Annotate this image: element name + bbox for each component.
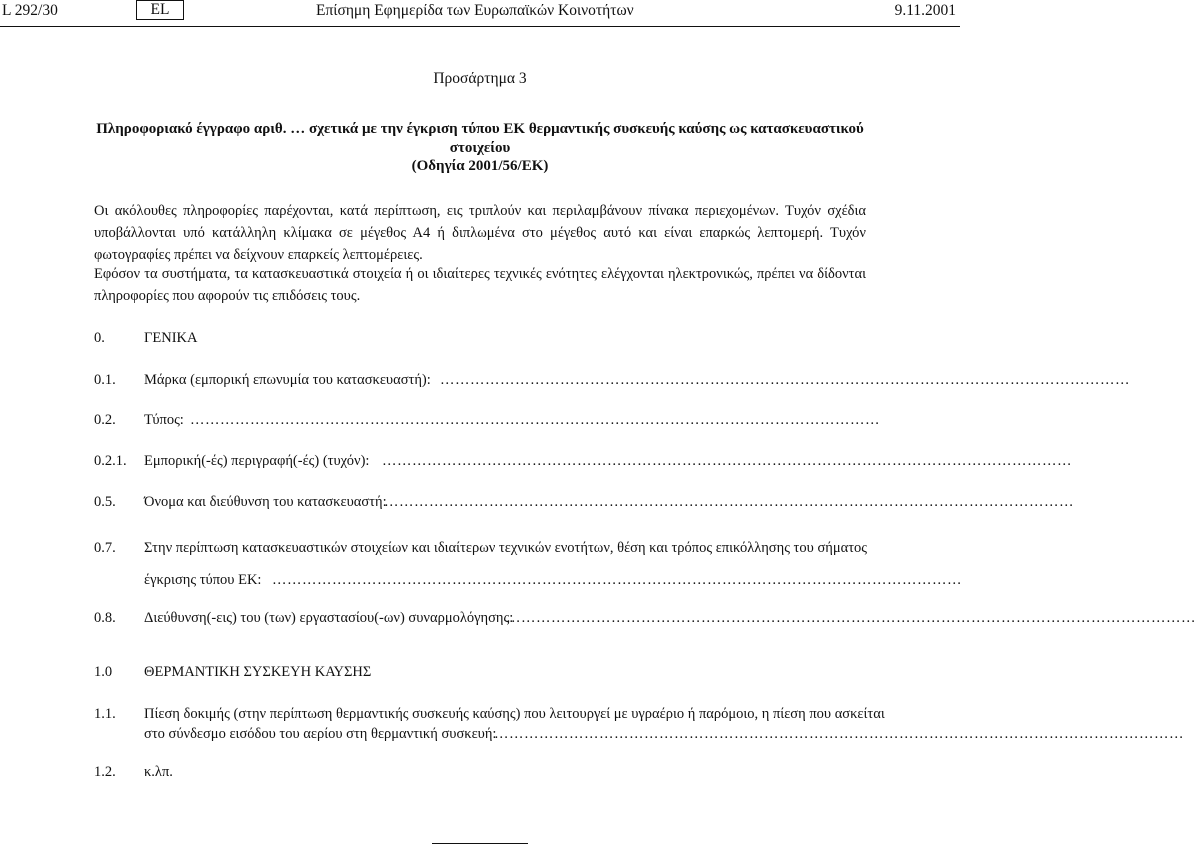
page-header	[0, 0, 960, 26]
item-label: Διεύθυνση(-εις) του (των) εργαστασίου(-ων) συναρμολόγησης:	[144, 610, 514, 626]
journal-title: Επίσημη Εφημερίδα των Ευρωπαϊκών Κοινοτήτων	[316, 2, 634, 19]
electronic-systems-paragraph: Εφόσον τα συστήματα, τα κατασκευαστικά στοιχεία ή οι ιδιαίτερες τεχνικές ενότητες ελέγχονται ηλεκτρονικώς, πρέπει να δίδονται πληροφορίες που αφορούν τις επιδόσεις τους.	[94, 266, 866, 304]
item-number: 1.2.	[94, 764, 116, 780]
item-number: 0.2.	[94, 412, 116, 428]
document-title-line2: στοιχείου	[449, 140, 511, 156]
item-number: 0.7.	[94, 540, 116, 556]
item-label: Τύπος:	[144, 412, 184, 428]
item-number: 0.8.	[94, 610, 116, 626]
item-number: 0.1.	[94, 372, 116, 388]
type-fill-line[interactable]: …………………………………………………………………………………………………………………………	[190, 412, 880, 428]
item-label: Όνομα και διεύθυνση του κατασκευαστή:	[144, 494, 387, 510]
item-label: κ.λπ.	[144, 764, 173, 780]
appendix-heading: Προσάρτημα 3	[433, 70, 527, 87]
page-number: L 292/30	[2, 2, 58, 19]
item-label-continued: στο σύνδεσμο εισόδου του αερίου στη θερμαντική συσκευή:	[144, 726, 497, 742]
document-title-line1: Πληροφοριακό έγγραφο αριθ. … σχετικά με την έγκριση τύπου ΕΚ θερμαντικής συσκευής καύσης ως κατασκευαστικού	[96, 121, 864, 137]
item-number: 1.1.	[94, 706, 116, 722]
item-label: Εμπορική(-ές) περιγραφή(-ές) (τυχόν):	[144, 453, 370, 469]
item-label: ΘΕΡΜΑΝΤΙΚΗ ΣΥΣΚΕΥΗ ΚΑΥΣΗΣ	[144, 664, 372, 680]
header-rule	[0, 26, 960, 27]
item-approval-mark-continued	[144, 572, 261, 589]
document-title-line3: (Οδηγία 2001/56/ΕΚ)	[411, 158, 549, 174]
item-number: 0.	[94, 330, 105, 346]
item-label: Στην περίπτωση κατασκευαστικών στοιχείων και ιδιαίτερων τεχνικών ενοτήτων, θέση και τρόπος επικόλλησης του σήματος	[144, 540, 868, 556]
language-box: EL	[136, 0, 184, 20]
item-label-continued: έγκρισης τύπου ΕΚ:	[144, 572, 262, 588]
item-number: 1.0	[94, 664, 113, 680]
commercial-description-fill-line[interactable]: …………………………………………………………………………………………………………………………	[382, 453, 1072, 469]
item-number: 0.5.	[94, 494, 116, 510]
make-fill-line[interactable]: …………………………………………………………………………………………………………………………	[440, 372, 1130, 388]
item-test-pressure-continued	[144, 726, 496, 743]
approval-mark-fill-line[interactable]: …………………………………………………………………………………………………………………………	[272, 572, 962, 588]
item-number: 0.2.1.	[94, 453, 127, 469]
test-pressure-fill-line[interactable]: …………………………………………………………………………………………………………………………	[494, 726, 1184, 742]
issue-date: 9.11.2001	[894, 2, 956, 19]
intro-paragraph: Οι ακόλουθες πληροφορίες παρέχονται, κατά περίπτωση, εις τριπλούν και περιλαμβάνουν πίνακα περιεχομένων. Τυχόν σχέδια υποβάλλονται υπό κατάλληλη κλίμακα σε μέγεθος Α4 ή διπλωμένα στο μέγεθος αυτό και είναι επαρκώς λεπτομερή. Τυχόν φωτογραφίες πρέπει να δείχνουν επαρκείς λεπτομέρειες.	[94, 203, 866, 263]
item-label: Πίεση δοκιμής (στην περίπτωση θερμαντικής συσκευής καύσης) που λειτουργεί με υγραέριο ή παρόμοιο, η πίεση που ασκείται	[144, 706, 885, 722]
item-label: ΓΕΝΙΚΑ	[144, 330, 198, 346]
item-label: Μάρκα (εμπορική επωνυμία του κατασκευαστή):	[144, 372, 431, 388]
end-of-section-rule	[432, 843, 528, 844]
assembly-plants-fill-line[interactable]: …………………………………………………………………………………………………………………………	[506, 610, 1196, 626]
manufacturer-fill-line[interactable]: …………………………………………………………………………………………………………………………	[384, 494, 1074, 510]
